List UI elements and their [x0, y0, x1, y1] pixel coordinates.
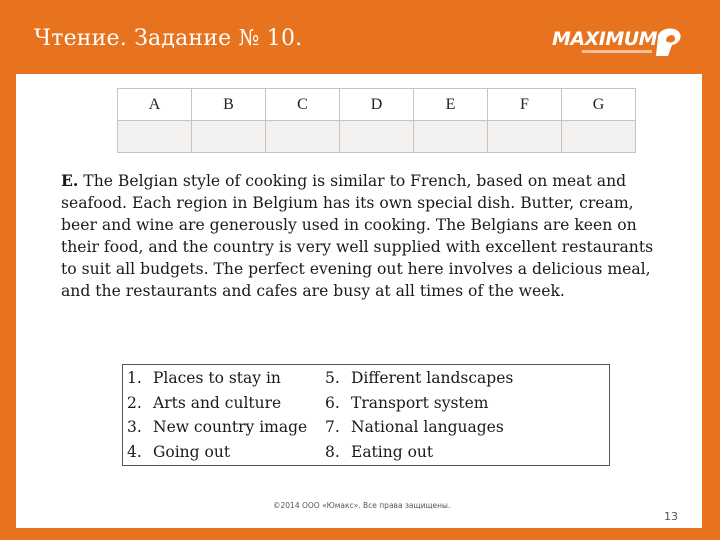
option-number: 8. — [325, 442, 340, 461]
option-number: 5. — [325, 369, 340, 387]
option-item — [127, 443, 307, 468]
answer-cell-f[interactable] — [488, 121, 562, 153]
answer-cell-c[interactable] — [266, 121, 340, 153]
option-item — [325, 369, 513, 394]
answer-header-d: D — [340, 89, 414, 121]
option-number: 1. — [127, 369, 142, 387]
page-number: 13 — [664, 510, 678, 523]
option-text: Different landscapes — [351, 369, 514, 387]
reading-passage — [61, 170, 661, 302]
passage-text: The Belgian style of cooking is similar to French, based on meat and seafood. Each region in Belgium has its own special dish. Butter, cream, beer and wine are generously used in cooking. The Belgians are keen on their food, and the country is very well supplied with excellent restaurants to suit all budgets. The perfect evening out here involves a delicious meal, and the restaurants and cafes are busy at all times of the week. — [61, 172, 654, 300]
logo-underline — [582, 50, 652, 53]
options-column-right — [325, 369, 513, 467]
option-number: 7. — [325, 418, 340, 436]
answer-table-input-row — [118, 121, 636, 153]
option-text: Transport system — [351, 393, 489, 412]
option-number: 2. — [127, 393, 142, 412]
slide-header — [0, 0, 720, 74]
content-panel — [16, 74, 702, 528]
option-text: Places to stay in — [153, 369, 281, 387]
maximum-logo — [552, 24, 684, 58]
passage-label: E. — [61, 171, 79, 190]
option-item — [127, 369, 307, 394]
copyright-footer: ©2014 ООО «Юмакс». Все права защищены. — [273, 501, 451, 510]
answer-header-g: G — [562, 89, 636, 121]
logo-text: MAXIMUM — [552, 28, 658, 50]
answer-header-f: F — [488, 89, 562, 121]
option-text: New country image — [153, 418, 308, 436]
answer-header-a: A — [118, 89, 192, 121]
answer-table-header-row — [118, 89, 636, 121]
option-text: National languages — [351, 418, 504, 436]
option-text: Eating out — [351, 442, 434, 461]
option-item — [325, 394, 513, 419]
answer-cell-b[interactable] — [192, 121, 266, 153]
answer-cell-g[interactable] — [562, 121, 636, 153]
option-text: Going out — [153, 442, 231, 461]
option-item — [127, 418, 307, 443]
answer-cell-d[interactable] — [340, 121, 414, 153]
answer-header-c: C — [266, 89, 340, 121]
slide-title: Чтение. Задание № 10. — [34, 26, 303, 51]
option-item — [325, 418, 513, 443]
option-number: 4. — [127, 442, 142, 461]
option-text: Arts and culture — [153, 393, 282, 412]
answer-header-e: E — [414, 89, 488, 121]
options-box — [122, 364, 610, 466]
answer-cell-a[interactable] — [118, 121, 192, 153]
option-number: 6. — [325, 393, 340, 412]
option-item — [325, 443, 513, 468]
logo-mark-icon — [652, 24, 684, 58]
options-column-left — [127, 369, 307, 467]
answer-table — [117, 88, 636, 153]
answer-cell-e[interactable] — [414, 121, 488, 153]
answer-header-b: B — [192, 89, 266, 121]
option-item — [127, 394, 307, 419]
option-number: 3. — [127, 418, 142, 436]
